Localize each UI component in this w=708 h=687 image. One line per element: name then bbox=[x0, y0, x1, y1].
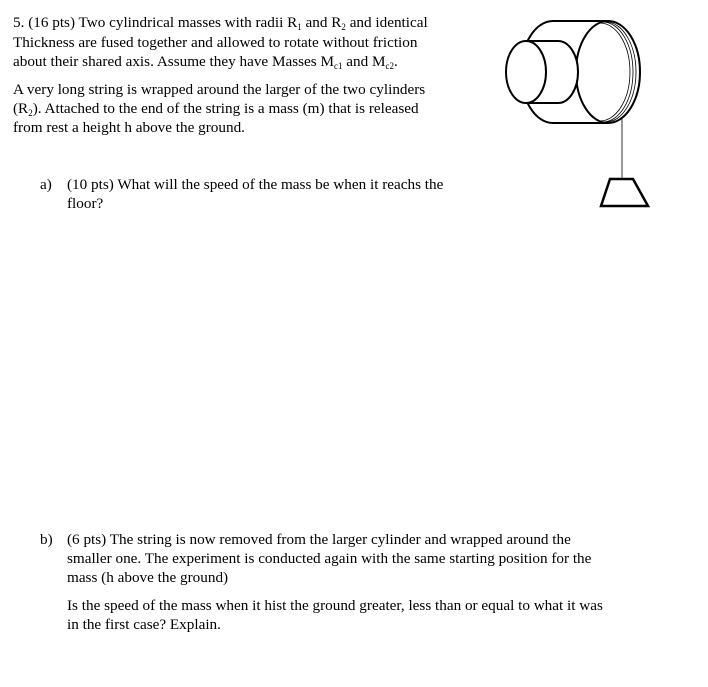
part-a-letter: a) bbox=[40, 176, 52, 193]
small-cylinder-side bbox=[558, 41, 578, 103]
large-cylinder-back-face bbox=[576, 21, 640, 123]
part-a-line-1: (10 pts) What will the speed of the mass be when it reachs the bbox=[67, 176, 444, 193]
part-a-line-2: floor? bbox=[67, 195, 104, 212]
part-b-line-4: Is the speed of the mass when it hist the ground greater, less than or equal to what it was bbox=[67, 597, 603, 614]
problem-line-2: Thickness are fused together and allowed to rotate without friction bbox=[13, 34, 418, 51]
problem-para2-line-1: A very long string is wrapped around the larger of the two cylinders bbox=[13, 81, 426, 98]
part-b-line-5: in the first case? Explain. bbox=[67, 616, 221, 633]
problem-line-1: 5. (16 pts) Two cylindrical masses with radii $R_1$ and $R_2$ and identical bbox=[13, 14, 428, 32]
hanging-mass bbox=[601, 179, 648, 206]
problem-line-3: about their shared axis. Assume they have Masses $M_{c1}$ and $M_{c2}$. bbox=[13, 53, 398, 71]
part-b-line-3: mass (h above the ground) bbox=[67, 569, 229, 586]
cylinder-diagram bbox=[496, 6, 656, 211]
small-cylinder-face bbox=[506, 41, 546, 103]
problem-header: 5. (16 pts) bbox=[13, 14, 76, 31]
part-b-line-2: smaller one. The experiment is conducted again with the same starting position for the bbox=[67, 550, 592, 567]
part-b-letter: b) bbox=[40, 531, 53, 548]
problem-para2-line-3: from rest a height h above the ground. bbox=[13, 119, 245, 136]
part-b-line-1: (6 pts) The string is now removed from the larger cylinder and wrapped around the bbox=[67, 531, 571, 548]
problem-para2-line-2: $(R_2)$. Attached to the end of the string is a mass (m) that is released bbox=[13, 100, 419, 118]
